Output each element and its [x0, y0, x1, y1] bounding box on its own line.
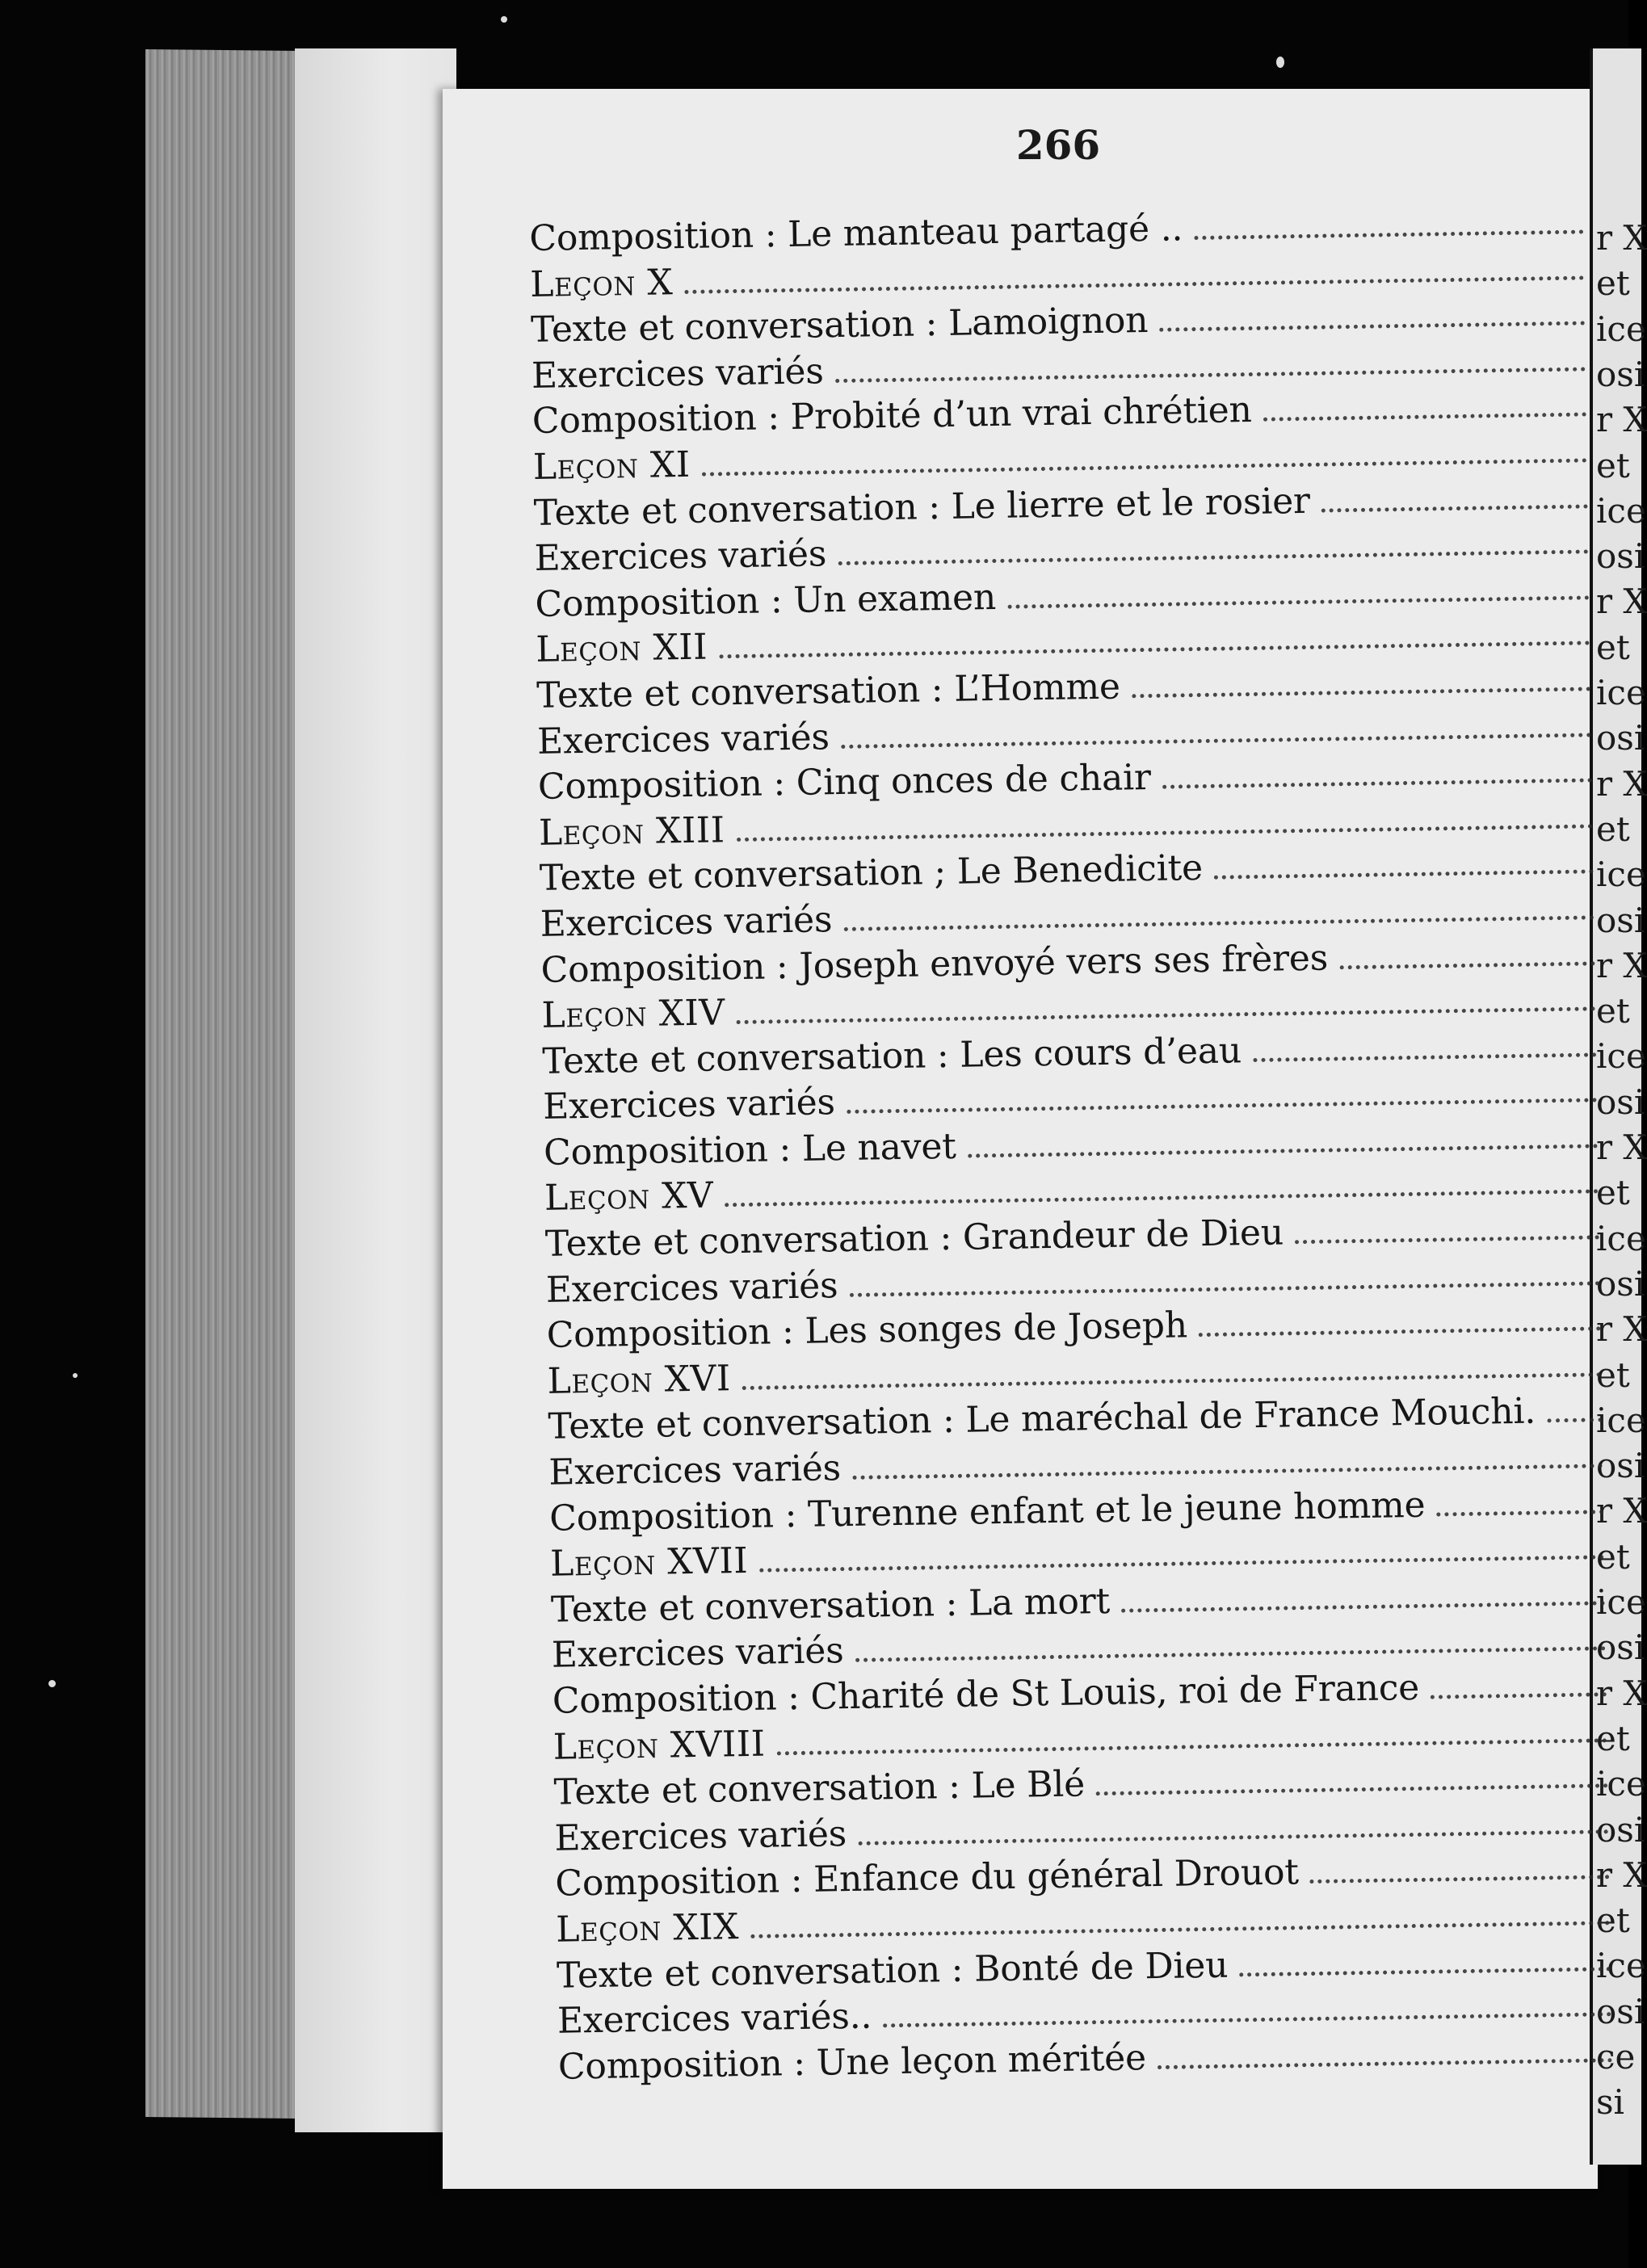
adjacent-page-text-fragment: osi — [1596, 354, 1645, 394]
dot-leader — [858, 1829, 1608, 1846]
adjacent-page-text-fragment: r X — [1596, 1673, 1647, 1713]
dot-leader — [737, 1006, 1596, 1024]
adjacent-page-text-fragment: osi — [1596, 1628, 1645, 1668]
adjacent-page-text-fragment: et — [1596, 1900, 1630, 1941]
toc-entry-label: Composition : Un examen — [535, 576, 997, 625]
dot-leader — [750, 1920, 1610, 1938]
toc-entry-label: Texte et conversation ; Le Benedicite — [539, 847, 1204, 900]
toc-entry-label: Exercices variés — [542, 1082, 836, 1128]
dot-leader — [1239, 1966, 1611, 1976]
dot-leader — [1253, 1052, 1596, 1062]
dot-leader — [855, 1646, 1606, 1663]
toc-entry-label: Composition : Probité d’un vrai chrétien — [531, 389, 1253, 443]
adjacent-page-text-fragment: osi — [1596, 1809, 1645, 1850]
dot-leader — [1121, 1600, 1605, 1612]
toc-entry-label: Exercices variés — [540, 899, 833, 945]
dot-leader — [1339, 960, 1595, 969]
adjacent-page-text-fragment: osi — [1596, 1446, 1645, 1486]
toc-entry-label: Texte et conversation : Les cours d’eau — [542, 1029, 1242, 1082]
adjacent-page-text-fragment: r X — [1596, 1491, 1647, 1531]
dot-leader — [1199, 1326, 1601, 1338]
toc-entry-label: Leçon XI — [532, 443, 691, 488]
adjacent-page-text-fragment: ice — [1596, 1946, 1646, 1986]
dot-leader — [1096, 1783, 1608, 1796]
toc-entry-label: Composition : Le navet — [543, 1125, 957, 1174]
adjacent-page-text-fragment: et — [1596, 808, 1630, 849]
toc-entry-label: Texte et conversation : La mort — [550, 1580, 1111, 1631]
dust-speck — [1276, 57, 1284, 68]
dot-leader — [1214, 869, 1594, 880]
dot-leader — [1132, 686, 1590, 698]
adjacent-page-text-fragment: et — [1596, 1536, 1630, 1577]
adjacent-page-text-fragment: et — [1596, 991, 1630, 1031]
dot-leader — [759, 1555, 1604, 1573]
adjacent-page-text-fragment: r X — [1596, 945, 1647, 985]
dot-leader — [850, 1280, 1600, 1297]
dot-leader — [725, 1189, 1599, 1208]
adjacent-page-text-fragment: ice — [1596, 1582, 1646, 1622]
adjacent-page-text-fragment: ice — [1596, 1218, 1646, 1258]
adjacent-page-text-fragment: et — [1596, 1173, 1630, 1213]
adjacent-page-text-fragment: et — [1596, 263, 1630, 304]
adjacent-page-text-fragment: ice — [1596, 1764, 1646, 1804]
toc-entry-label: Leçon XV — [544, 1175, 714, 1220]
adjacent-page-text-fragment: r X — [1596, 218, 1647, 258]
toc-entry-label: Leçon XVII — [549, 1540, 749, 1586]
dot-leader — [1263, 412, 1586, 422]
dot-leader — [702, 457, 1587, 476]
adjacent-page-text-fragment: r X — [1596, 763, 1647, 804]
toc-entry-label: Composition : Les songes de Joseph — [546, 1304, 1188, 1357]
toc-entry-label: Leçon XII — [536, 626, 708, 671]
dot-leader — [847, 1098, 1597, 1115]
toc-entry-label: Leçon XIX — [555, 1906, 740, 1951]
toc-entry-label: Texte et conversation : Lamoignon — [530, 300, 1149, 351]
dot-leader — [777, 1737, 1607, 1755]
adjacent-page-text-fragment: ice — [1596, 1400, 1646, 1440]
adjacent-page-text-fragment: osi — [1596, 1082, 1645, 1122]
toc-entry-label: Exercices variés — [545, 1264, 838, 1311]
dot-leader — [883, 2011, 1611, 2027]
page-fold-shadow — [295, 48, 456, 2132]
toc-entry-label: Leçon XIII — [538, 809, 725, 854]
dot-leader — [843, 914, 1594, 931]
adjacent-page-text-fragment: et — [1596, 445, 1630, 485]
toc-entry-label: Composition : Charité de St Louis, roi de France — [552, 1666, 1420, 1722]
toc-entry-label: Texte et conversation : Bonté de Dieu — [556, 1944, 1229, 1997]
dust-speck — [48, 1680, 56, 1687]
toc-entry-label: Composition : Enfance du général Drouot — [555, 1851, 1300, 1905]
dot-leader — [1159, 321, 1585, 332]
adjacent-page-text-fragment: r X — [1596, 1309, 1647, 1350]
dot-leader — [737, 823, 1593, 842]
toc-entry-label: Texte et conversation : Le Blé — [553, 1763, 1086, 1813]
adjacent-page-text-fragment: et — [1596, 627, 1630, 667]
toc-entry-label: Exercices variés — [536, 716, 830, 762]
adjacent-page-text-fragment: osi — [1596, 536, 1645, 577]
toc-entry-label: Exercices variés — [534, 533, 827, 580]
adjacent-page-text-fragment: ce — [1596, 2037, 1636, 2077]
adjacent-page-text-fragment: r X — [1596, 400, 1647, 440]
adjacent-page-text-fragment: ice — [1596, 673, 1646, 712]
dust-speck — [501, 16, 507, 23]
adjacent-page-text-fragment: r X — [1596, 1854, 1647, 1895]
table-of-contents — [529, 202, 1612, 2093]
dot-leader — [1295, 1234, 1599, 1244]
dot-leader — [838, 549, 1588, 566]
dot-leader — [1162, 778, 1592, 789]
dot-leader — [835, 366, 1586, 383]
adjacent-page-text-fragment: ice — [1596, 1036, 1646, 1077]
adjacent-page-text-fragment: ice — [1596, 490, 1646, 531]
adjacent-page-text-fragment: osi — [1596, 900, 1645, 940]
toc-entry-label: Leçon XVIII — [553, 1723, 766, 1768]
dot-leader — [968, 1143, 1598, 1157]
dot-leader — [719, 640, 1590, 659]
adjacent-page-text-fragment: r X — [1596, 582, 1647, 622]
adjacent-page-text-fragment: si — [1596, 2082, 1624, 2123]
toc-entry-label: Exercices variés — [548, 1447, 842, 1493]
toc-entry-label: Composition : Une leçon méritée — [557, 2037, 1147, 2088]
toc-entry-label: Exercices variés — [554, 1812, 847, 1859]
dot-leader — [1437, 1509, 1604, 1516]
toc-entry-label: Composition : Le manteau partagé .. — [529, 208, 1183, 259]
toc-entry-label: Texte et conversation : Le lierre et le rosier — [533, 480, 1311, 534]
dot-leader — [1321, 503, 1588, 512]
toc-entry-label: Composition : Turenne enfant et le jeune homme — [548, 1484, 1426, 1539]
adjacent-page-text-fragment: osi — [1596, 718, 1645, 758]
toc-entry-label: Texte et conversation : Le maréchal de France Mouchi. — [548, 1391, 1536, 1448]
dot-leader — [841, 732, 1591, 749]
adjacent-page-text-fragment: et — [1596, 1354, 1630, 1395]
toc-entry-label: Exercices variés.. — [557, 1995, 872, 2042]
toc-entry-label: Texte et conversation : L’Homme — [536, 666, 1121, 716]
toc-entry-label: Leçon X — [529, 261, 674, 305]
dot-leader — [1158, 2057, 1612, 2069]
toc-entry-label: Leçon XVI — [547, 1358, 732, 1402]
dot-leader — [684, 275, 1584, 293]
adjacent-page-text-fragment: r X — [1596, 1128, 1647, 1167]
dot-leader — [1547, 1418, 1602, 1423]
adjacent-page-text-fragment: ice — [1596, 855, 1646, 895]
toc-entry-label: Exercices variés — [531, 351, 825, 397]
book-page-edges — [145, 49, 299, 2119]
dot-leader — [852, 1463, 1603, 1480]
adjacent-page-text-fragment: osi — [1596, 1263, 1645, 1304]
toc-entry-label: Composition : Cinq onces de chair — [537, 757, 1152, 808]
adjacent-page-text-fragment: et — [1596, 1718, 1630, 1758]
dot-leader — [1007, 594, 1589, 608]
toc-entry-label: Composition : Joseph envoyé vers ses frères — [540, 937, 1329, 991]
adjacent-page-text-fragment: osi — [1596, 1991, 1645, 2031]
dot-leader — [742, 1371, 1602, 1390]
toc-entry-label: Exercices variés — [551, 1630, 844, 1677]
toc-entry-label: Leçon XIV — [541, 992, 725, 1036]
page-number: 266 — [1015, 121, 1101, 169]
dot-leader — [1431, 1691, 1607, 1699]
dust-speck — [73, 1373, 78, 1378]
dot-leader — [1194, 229, 1583, 240]
dot-leader — [1310, 1875, 1610, 1884]
adjacent-page-text-fragment: ice — [1596, 309, 1646, 349]
toc-entry-label: Texte et conversation : Grandeur de Dieu — [544, 1212, 1284, 1265]
